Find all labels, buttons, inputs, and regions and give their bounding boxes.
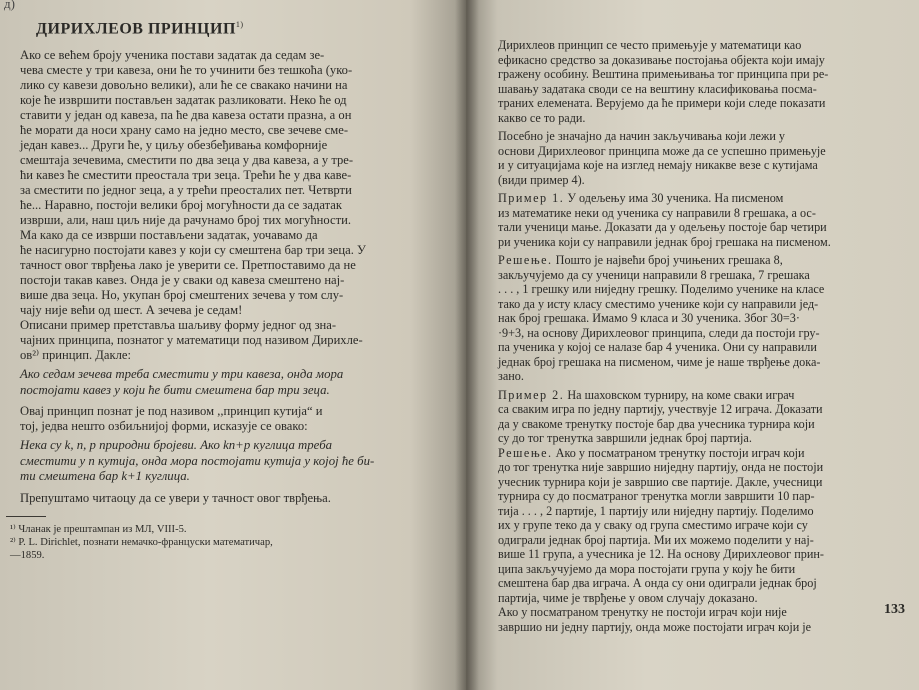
solution-2-label: Решење.: [498, 445, 553, 460]
text-line: турнира су до посматраног тренутка могли завршити 10 пар-: [498, 489, 815, 503]
text-line: ће... Наравно, постоји велики број могућности да се задатак: [20, 198, 343, 213]
text-line: постојати кавез у који ће бити смештена бар три зеца.: [20, 382, 330, 397]
text-line: и у ситуацијама које на изглед немају никакве везе с кутијама: [498, 158, 818, 172]
text-line: па ученика у којој се налазе бар 4 ученика. Они су направили: [498, 340, 817, 354]
example-1: [484, 191, 909, 249]
text-line: ·9+3, на основу Дирихлеовог принципа, следи да постоји гру-: [498, 325, 820, 340]
text-line: тако да у исту класу сместимо ученике који су направили јед-: [498, 296, 819, 311]
text-line: зано.: [498, 369, 524, 383]
text-line: тија . . . , 2 партије, 1 партију или ниједну партију. Поделимо: [498, 503, 814, 518]
text-line: ти смештена бар k+1 куглица.: [20, 469, 190, 484]
text-line: Дирихлеов принцип се често примењује у математици као: [498, 38, 802, 52]
text-line: ћи кавез ће сместити преостала три зеца. Трећи ће у два каве-: [20, 168, 352, 183]
text-line: смештена бар два играча. А онда су они одиграли једнак број: [498, 576, 817, 590]
footnotes: [6, 523, 440, 562]
paragraph-reader-exercise: [6, 491, 440, 506]
solution-1-line-0: Пошто је највећи број учињених грешака 8,: [552, 253, 783, 267]
book-gutter: [455, 0, 479, 690]
paragraph-principle-name: [6, 318, 440, 363]
text-line: тачност овог тврђења лако је уверити се. Претпоставимо да не: [20, 258, 356, 273]
text-line: . . . , 1 грешку или ниједну грешку. Поделимо ученике на класе: [498, 282, 825, 296]
solution-2: [484, 446, 909, 606]
page-title: ДИРИХЛЕОВ ПРИНЦИП$^{1)}$: [36, 20, 244, 38]
page-number: 133: [884, 602, 905, 617]
text-line: Препуштамо читаоцу да се увери у тачност овог тврђења.: [20, 490, 331, 505]
text-line: више два зеца. Но, укупан број смештених зечева у том слу-: [20, 288, 344, 303]
paragraph-intro: [6, 48, 440, 228]
text-line: ставити у један од кавеза, па ће два кавеза остати празна, а он: [20, 108, 352, 123]
text-line: сместити у n кутија, онда мора постојати кутија у којој ће би-: [20, 453, 375, 468]
text-line: какво се то ради.: [498, 110, 586, 125]
text-line: завршио ни једну партију, онда може постојати играч који је: [498, 619, 812, 634]
text-line: један кавез... Други ће, у циљу обезбеђивања комфорније: [20, 138, 328, 153]
solution-2-line-0: Ако у посматраном тренутку постоји играч који: [552, 445, 805, 460]
text-line: ефикасно средство за доказивање постојања објекта који имају: [498, 52, 825, 67]
text-line: лико су кавези довољно велики), али ће се свакако начини на: [20, 78, 348, 93]
text-line: нак број грешака. Имамо 9 класа и 30 ученика. Због 30=3·: [498, 311, 800, 325]
text-line: смештаја зечевима, сместити по два зеца у два кавеза, а у тре-: [20, 153, 354, 168]
principle-statement-general: [6, 438, 440, 485]
text-line: чајних принципа, познатог у математици под називом Дирихле-: [20, 333, 363, 348]
text-line: Ако у посматраном тренутку не постоји играч који није: [498, 605, 787, 619]
paragraph-box-principle: [6, 404, 440, 434]
solution-1: [484, 253, 909, 384]
text-line: партија, чиме је тврђење у овом случају доказано.: [498, 590, 758, 605]
example-1-label: Пример 1.: [498, 191, 565, 205]
example-1-line-0: У одељењу има 30 ученика. На писменом: [564, 191, 784, 205]
text-line: ће морати да носи храну само на једно место, све зечеве сме-: [20, 123, 349, 138]
text-line: које ће извршити постављен задатак разликовати. Неко ће од: [20, 93, 347, 108]
text-line: шавању задатака своди се на вештину класификовања посма-: [498, 81, 817, 96]
text-line: из математике неки од ученика су направили 8 грешака, а ос-: [498, 205, 816, 220]
text-line: Ако седам зечева треба сместити у три кавеза, онда мора: [20, 367, 344, 382]
text-line: Ма како да се изврши постављени задатак, уочавамо да: [20, 228, 318, 243]
text-line: су до тог тренутка завршили једнак број партија.: [498, 431, 752, 445]
text-line: гражену особину. Вештина примењивања тог принципа при ре-: [498, 67, 829, 81]
text-line: више 11 група, а учесника је 12. На основу Дирихлеовог прин-: [498, 547, 824, 561]
text-line: до тог тренутка није завршио ниједну партију, онда не постоји: [498, 460, 824, 474]
paragraph-second-case: [484, 605, 909, 634]
text-line: учесник турнира који је завршио све партије. Дакле, учесници: [498, 474, 823, 489]
text-line: постоји такав кавез. Онда је у сваки од кавеза смештено нај-: [20, 273, 345, 288]
text-line: их у групе теко да у сваку од група сместимо играче који су: [498, 518, 808, 532]
text-line: једнак број грешака на писменом, чиме је наше тврђење дока-: [498, 354, 821, 369]
text-line: да у свакоме тренутку постоје бар два учесника турнира који: [498, 416, 815, 431]
title-footnote-ref: 1): [235, 20, 244, 29]
footnote-separator: [6, 516, 46, 517]
example-2-label: Пример 2.: [498, 387, 565, 402]
text-line: чева сместе у три кавеза, они ће то учинити без тешкоћа (уко-: [20, 63, 353, 78]
text-line: Описани пример претставља шаљиву форму једног од зна-: [20, 318, 337, 333]
text-line: закључујемо да су ученици направили 8 грешака, 7 грешака: [498, 267, 810, 282]
example-2-line-0: На шаховском турниру, на коме сваки играч: [564, 387, 795, 402]
example-2: [484, 388, 909, 446]
paragraph-reasoning: [484, 129, 909, 187]
text-line: чају није већи од шест. А зечева је седам!: [20, 303, 243, 318]
text-line: основи Дирихлеовог принципа може да се успешно примењује: [498, 143, 826, 158]
text-line: са сваким игра по једну партију, учествује 12 играча. Доказати: [498, 402, 823, 416]
text-line: ће насигурно постојати кавез у који су смештена бар три зеца. У: [20, 243, 366, 258]
text-line: тали ученици мање. Доказати да у одељењу постоје бар четири: [498, 220, 827, 234]
solution-1-label: Решење.: [498, 253, 553, 267]
text-line: Посебно је значајно да начин закључивања који лежи у: [498, 129, 785, 143]
paragraph-application: [484, 38, 909, 125]
text-line: изврши, али, наш циљ није да рачунамо број тих могућности.: [20, 213, 351, 228]
text-line: ²⁾ P. L. Dirichlet, познати немачко-француски математичар,: [10, 536, 273, 548]
text-line: Овај принцип познат је под називом ,,принцип кутија“ и: [20, 404, 323, 419]
text-line: траних елемената. Верујемо да ће примери који следе показати: [498, 96, 826, 110]
corner-mark: д): [4, 0, 15, 11]
text-line: Ако се већем броју ученика постави задатак да седам зе-: [20, 48, 325, 63]
principle-statement-rabbits: [6, 367, 440, 398]
text-line: ципа закључујемо да мора постојати група у коју ће бити: [498, 561, 796, 576]
text-line: тој, једва нешто озбиљнијој форми, исказује се овако:: [20, 419, 308, 434]
text-line: ри ученика који су направили једнак број грешака на писменом.: [498, 234, 831, 249]
text-line: за сместити по једног зеца, а у трећи преосталих пет. Четврти: [20, 183, 352, 198]
right-page: [466, 0, 919, 690]
text-line: Нека су k, n, p природни бројеви. Ако kn+p куглица треба: [20, 438, 333, 453]
text-line: одигрaли једнак број партија. Ми их можемо поделити у нај-: [498, 532, 814, 547]
text-line: ¹⁾ Чланак је прештампан из МЛ, VIII-5.: [10, 523, 187, 535]
text-line: —1859.: [10, 549, 45, 561]
text-line: (види пример 4).: [498, 172, 585, 187]
paragraph-argument: [6, 228, 440, 318]
text-line: ов²⁾ принцип. Дакле:: [20, 348, 131, 363]
